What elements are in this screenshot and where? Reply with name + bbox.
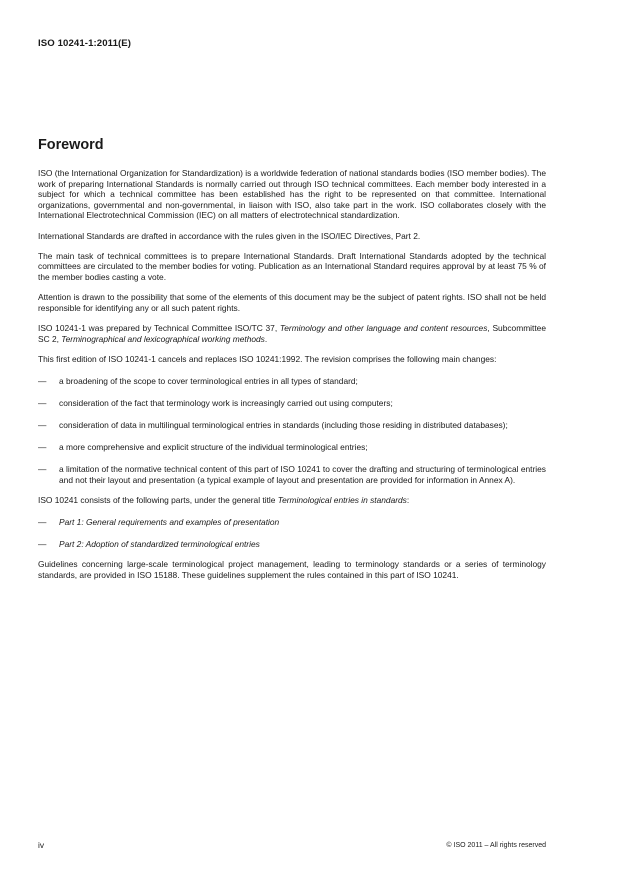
sentence-end: . (264, 333, 268, 344)
dash-bullet: — (38, 442, 47, 453)
paragraph-guidelines: Guidelines concerning large-scale terminological project management, leading to terminology standards or a series of terminology standards, are provided in ISO 15188. These guidelines supplement the rules contained in this part of ISO 10241. (38, 559, 546, 580)
paragraph-iso-intro: ISO (the International Organization for Standardization) is a worldwide federation of national standards bodies (ISO member bodies). The work of preparing International Standards is normally carried out through ISO technical committees. Each member body interested in a subject for which a technical committee has been established has the right to be represented on that committee. International organizations, governmental and non-governmental, in liaison with ISO, also take part in the work. ISO collaborates closely with the International Electrotechnical Commission (IEC) on all matters of electrotechnical standardization. (38, 168, 546, 221)
part-title: Part 2: Adoption of standardized terminological entries (59, 539, 260, 550)
section-title: Foreword (38, 137, 104, 153)
committee-title: Terminology and other language and content resources (279, 322, 488, 333)
changes-list (38, 376, 546, 486)
subcommittee-title: Terminographical and lexicographical working methods (61, 333, 265, 344)
paragraph-directives: International Standards are drafted in accordance with the rules given in the ISO/IEC Directives, Part 2. (38, 230, 421, 241)
dash-bullet: — (38, 464, 47, 475)
dash-bullet: — (38, 375, 47, 386)
list-item (38, 398, 546, 409)
part-title: Part 1: General requirements and examples of presentation (59, 517, 280, 528)
list-item (38, 517, 546, 528)
dash-bullet: — (38, 517, 47, 528)
list-item (38, 420, 546, 431)
prepared-by-text: ISO 10241-1 was prepared by Technical Committee ISO/TC 37, (38, 322, 280, 333)
list-item (38, 442, 546, 453)
list-item-text: a broadening of the scope to cover terminological entries in all types of standard; (59, 375, 358, 386)
subcommittee-text: , Subcommittee SC 2, (38, 322, 547, 344)
list-item-text: a limitation of the normative technical content of this part of ISO 10241 to cover the drafting and structuring of terminological entries and not their layout and presentation (a typical example of layout and presentation are provided for information in Annex A). (59, 464, 546, 485)
list-item-text: a more comprehensive and explicit structure of the individual terminological entries; (59, 442, 368, 453)
copyright-notice: © ISO 2011 – All rights reserved (446, 842, 546, 849)
paragraph-parts-intro (38, 495, 546, 506)
list-item (38, 539, 546, 550)
paragraph-prepared-by (38, 323, 546, 344)
parts-list (38, 517, 546, 550)
colon: : (406, 494, 410, 505)
document-id-header: ISO 10241-1:2011(E) (38, 38, 132, 49)
paragraph-patent-rights: Attention is drawn to the possibility that some of the elements of this document may be the subject of patent rights. ISO shall not be held responsible for identifying any or all such patent rights. (38, 292, 546, 313)
general-title: Terminological entries in standards (277, 494, 407, 505)
paragraph-committee-task: The main task of technical committees is to prepare International Standards. Draft International Standards adopted by the technical committees are circulated to the member bodies for voting. Publication as an International Standard requires approval by at least 75 % of the member bodies casting a vote. (38, 250, 546, 282)
dash-bullet: — (38, 539, 47, 550)
paragraph-edition: This first edition of ISO 10241-1 cancels and replaces ISO 10241:1992. The revision comprises the following main changes: (38, 353, 497, 364)
parts-intro-text: ISO 10241 consists of the following parts, under the general title (38, 494, 278, 505)
dash-bullet: — (38, 397, 47, 408)
list-item (38, 464, 546, 485)
foreword-body (38, 168, 546, 590)
list-item-text: consideration of the fact that terminology work is increasingly carried out using computers; (59, 397, 393, 408)
page-number: iv (38, 840, 45, 850)
list-item-text: consideration of data in multilingual terminological entries in standards (including those residing in distributed databases); (59, 419, 508, 430)
list-item (38, 376, 546, 387)
dash-bullet: — (38, 419, 47, 430)
